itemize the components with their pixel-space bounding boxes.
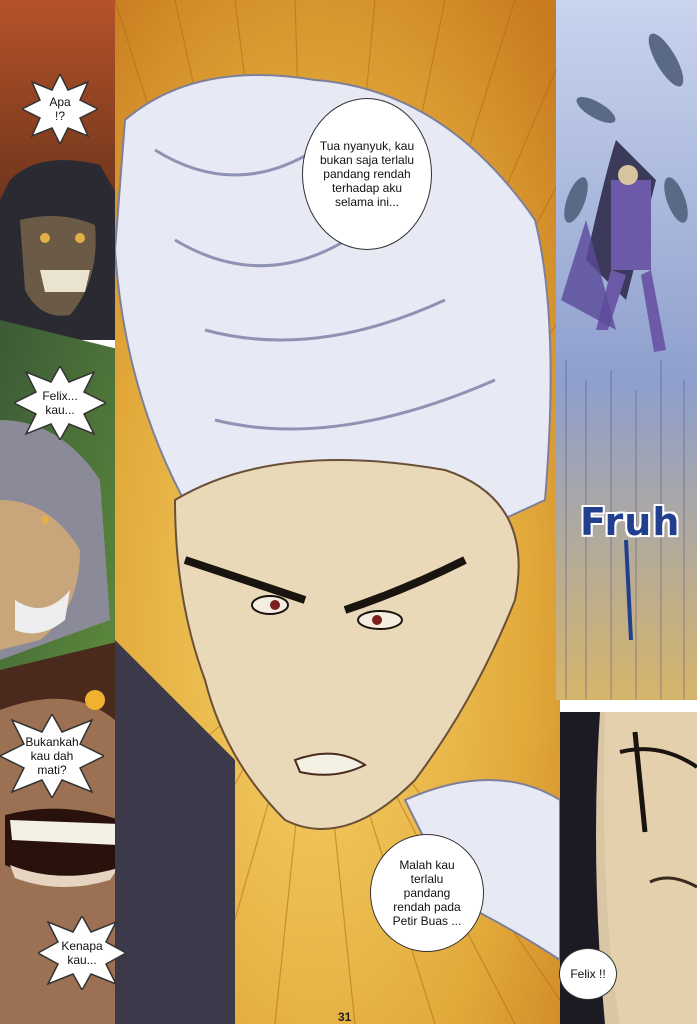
speech-text: Felix... kau... (42, 389, 78, 417)
panel-left-top (0, 0, 120, 340)
speech-bubble-felix (559, 948, 617, 1000)
speech-text: Malah kau terlalu pandang rendah pada Petir Buas ... (392, 858, 462, 928)
speech-burst-apa (22, 74, 98, 144)
speech-bubble-malah-kau (370, 834, 484, 952)
speech-burst-felix-kau (14, 366, 106, 440)
speech-burst-kenapa (38, 916, 126, 990)
panel-right-top (556, 0, 697, 700)
hooded-skull-figure (0, 160, 120, 340)
speech-burst-bukankah (0, 714, 104, 798)
page-number: 31 (338, 1010, 352, 1024)
speech-bubble-tua-nyanyuk (302, 98, 432, 250)
speech-text: Apa !? (49, 95, 71, 123)
speech-text: Felix !! (570, 967, 606, 981)
speech-text: Bukankah kau dah mati? (25, 735, 79, 777)
sound-effect-fruh: Fruh (580, 500, 681, 544)
speech-text: Tua nyanyuk, kau bukan saja terlalu pandang rendah terhadap aku selama ini... (319, 139, 415, 209)
speech-text: Kenapa kau... (61, 939, 103, 967)
